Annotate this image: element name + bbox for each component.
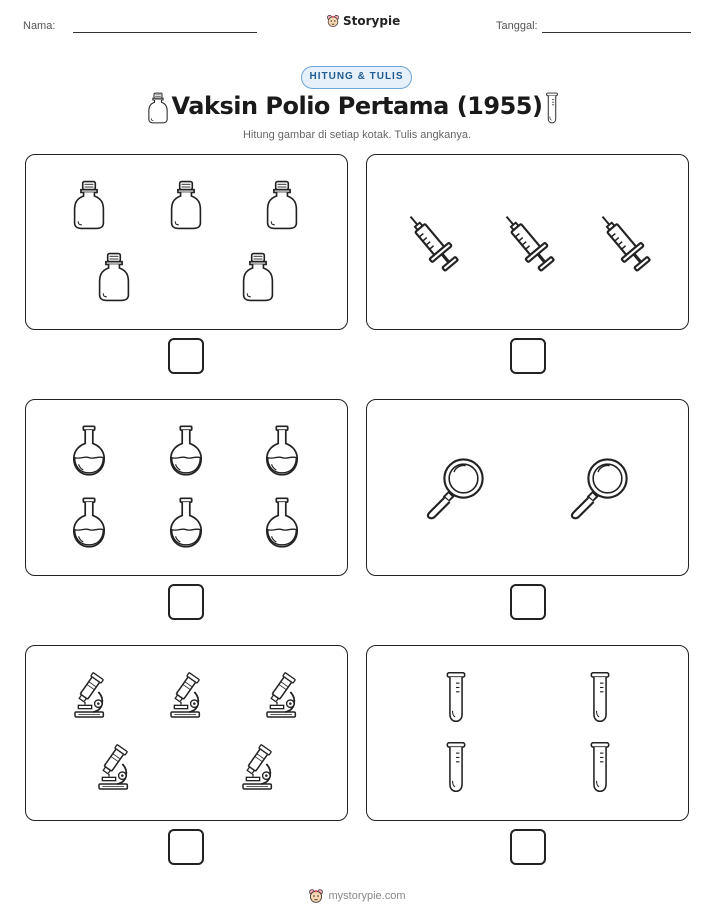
brand-logo	[326, 14, 400, 28]
title-row	[0, 92, 714, 126]
mascot-icon	[326, 14, 340, 28]
bottle-icon	[96, 251, 132, 303]
footer-site[interactable]: mystorypie.com	[328, 890, 406, 902]
page-title: Vaksin Polio Pertama (1955)	[171, 92, 543, 120]
test-tube-icon	[587, 740, 613, 794]
test-tube-icon	[443, 670, 469, 724]
answer-box-syringes[interactable]	[510, 338, 546, 374]
count-panel-test-tubes	[366, 645, 689, 821]
answer-box-magnifiers[interactable]	[510, 584, 546, 620]
syringe-icon	[589, 207, 657, 275]
count-panel-bottles	[25, 154, 348, 330]
bottle-icon	[264, 179, 300, 231]
flask-icon	[167, 496, 205, 550]
flask-icon	[70, 496, 108, 550]
magnifier-icon	[421, 452, 489, 522]
date-label: Tanggal:	[496, 20, 538, 32]
footer	[0, 886, 714, 906]
test-tube-icon	[443, 740, 469, 794]
flask-icon	[167, 424, 205, 478]
name-field-line[interactable]	[73, 32, 257, 33]
date-field-line[interactable]	[542, 32, 691, 33]
count-panel-syringes	[366, 154, 689, 330]
bottle-icon	[168, 179, 204, 231]
count-panel-magnifiers	[366, 399, 689, 576]
worksheet-header	[0, 0, 714, 50]
mascot-icon	[308, 888, 324, 904]
answer-box-flasks[interactable]	[168, 584, 204, 620]
bottle-icon	[71, 179, 107, 231]
microscope-icon	[262, 668, 302, 726]
test-tube-icon	[543, 92, 561, 124]
flask-icon	[263, 496, 301, 550]
syringe-icon	[493, 207, 561, 275]
bottle-icon	[240, 251, 276, 303]
count-panel-microscopes	[25, 645, 348, 821]
test-tube-icon	[587, 670, 613, 724]
count-panel-flasks	[25, 399, 348, 576]
brand-name: Storypie	[343, 14, 401, 28]
microscope-icon	[238, 740, 278, 798]
instructions: Hitung gambar di setiap kotak. Tulis angkanya.	[242, 129, 472, 141]
name-label: Nama:	[23, 20, 56, 32]
microscope-icon	[70, 668, 110, 726]
answer-box-bottles[interactable]	[168, 338, 204, 374]
microscope-icon	[94, 740, 134, 798]
flask-icon	[263, 424, 301, 478]
microscope-icon	[166, 668, 206, 726]
flask-icon	[70, 424, 108, 478]
activity-tag: HITUNG & TULIS	[301, 66, 412, 89]
syringe-icon	[397, 207, 465, 275]
answer-box-test-tubes[interactable]	[510, 829, 546, 865]
magnifier-icon	[565, 452, 633, 522]
answer-box-microscopes[interactable]	[168, 829, 204, 865]
